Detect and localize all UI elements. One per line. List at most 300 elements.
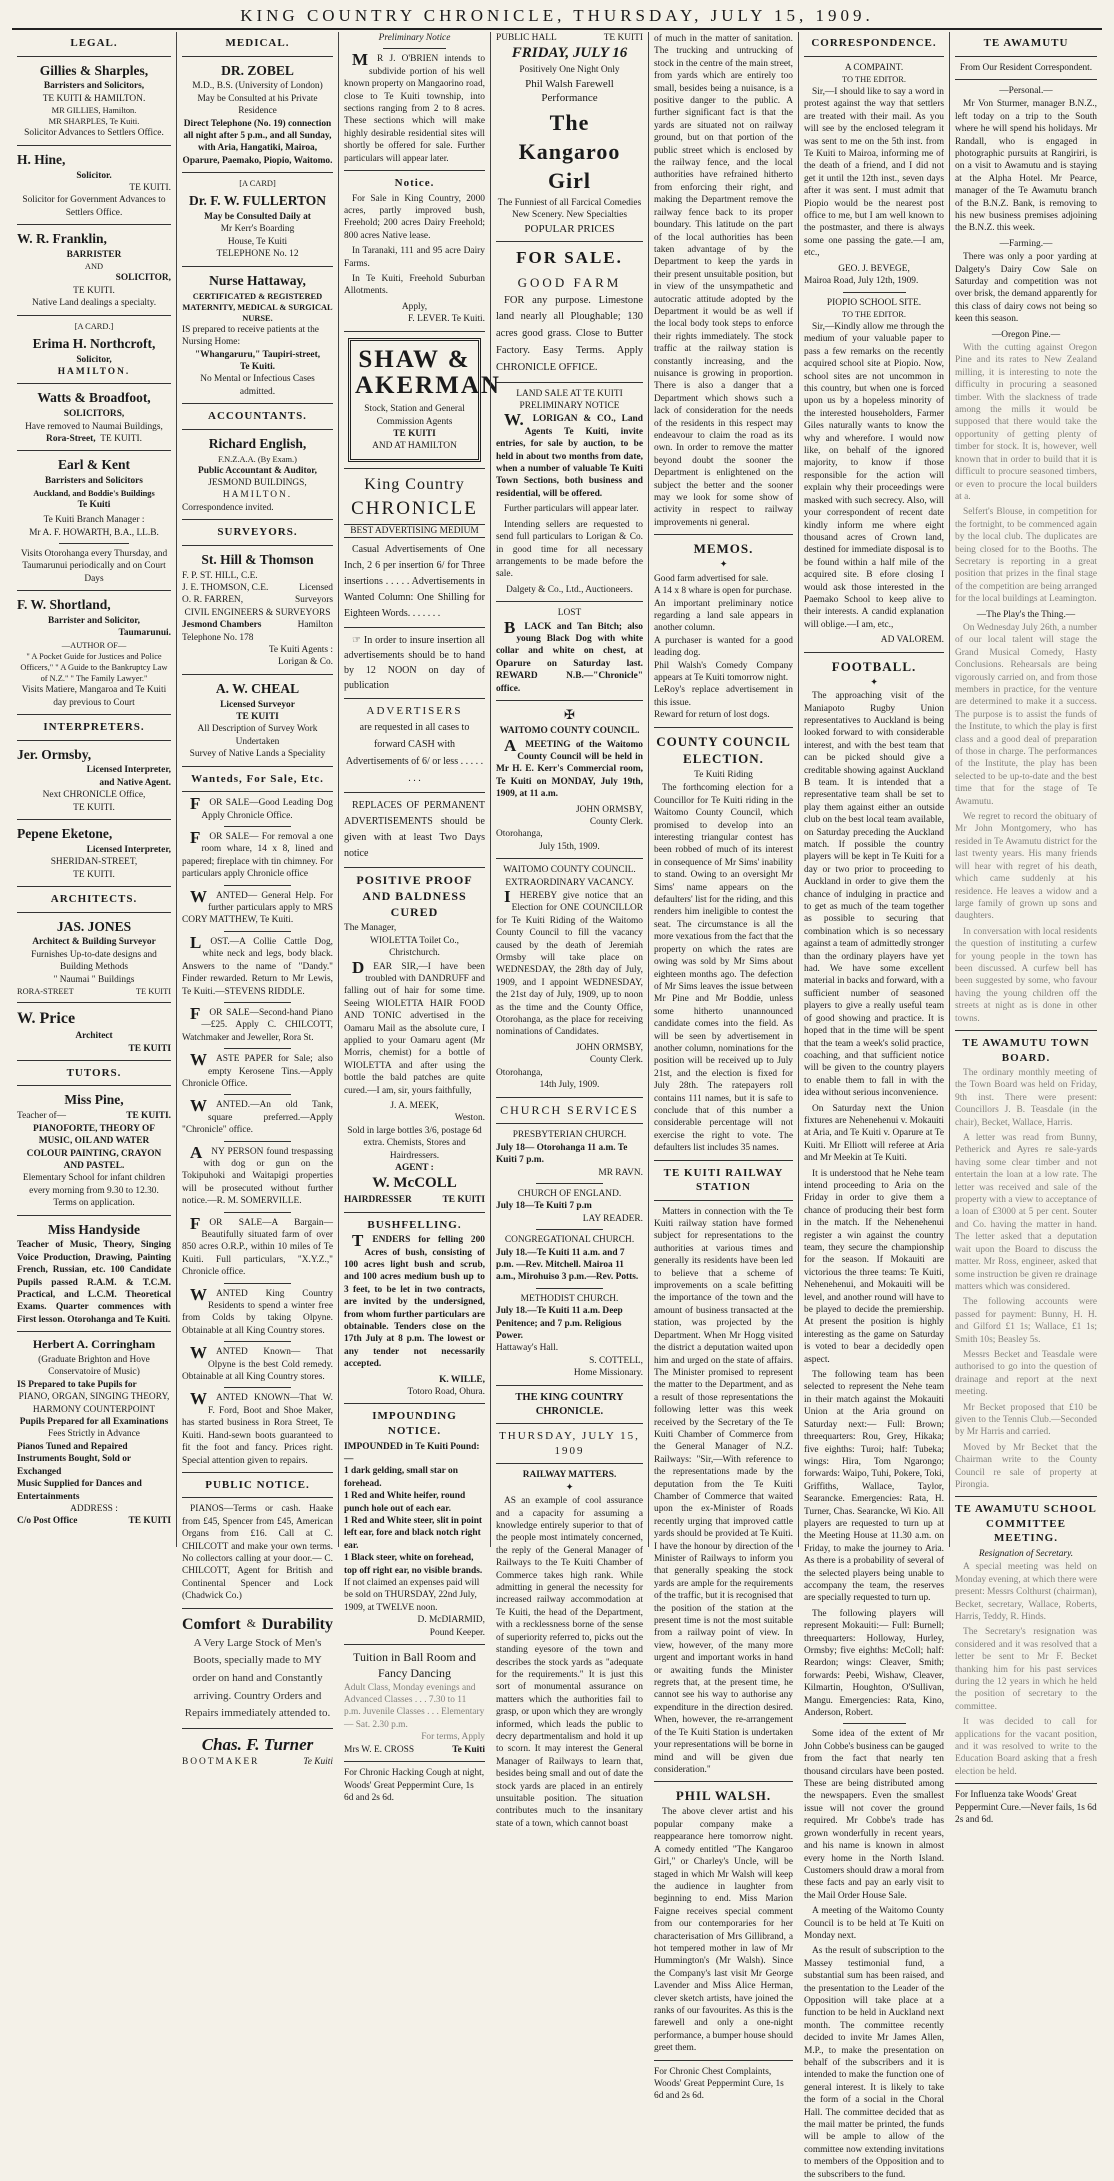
section-heading-interpreters: INTERPRETERS. [43,721,145,734]
ad-chronicle-medium: BEST ADVERTISING MEDIUM [344,524,485,538]
ad-divider [224,885,292,886]
church-heading: CHURCH OF ENGLAND. [517,1188,622,1199]
ad-hine-line: Solicitor for Government Advances to Settlers Office. [22,195,166,218]
column-legal [12,32,176,1547]
awamutu-text: We regret to record the obituary of Mr John Montgomery, who has resided in Te Awamutu district for the last twenty years. His many friends will hear with regret of his death, which came suddenly at his residence. He leaves a widow and a large family of grown up sons and daughters. [955,812,1097,922]
classified-ad: FOR SALE—Good Leading Dog Apply Chronicle Office. [190,794,333,821]
ad-mccoll-name: W. McCOLL [372,1175,457,1192]
ad-franklin-line: SOLICITOR, [115,273,171,284]
ad-divider [224,1212,292,1213]
ad-pine-name: Miss Pine, [64,1092,124,1108]
ad-corringham-line: PIANO, ORGAN, SINGING THEORY, HARMONY COUNTERPOINT [18,1392,170,1415]
letter-heading: PIOPIO SCHOOL SITE. [826,297,922,308]
section-heading-wanted: Wanteds, For Sale, Etc. [191,772,324,785]
ad-landsale-text: Further particulars will appear later. [504,504,639,515]
ad-cheal-line: Survey of Native Lands a Speciality [189,749,326,760]
ad-northcroft-name: Erima H. Northcroft, [32,335,156,351]
ad-shortland-line: " A Pocket Guide for Justices and Police Officers," " A Guide to the Bankruptcy Law of N.Z." " The Family Lawyer." [20,651,168,684]
masthead: KING COUNTRY CHRONICLE, THURSDAY, JULY 15, 1909. [12,4,1102,30]
ad-zobel-line: M.D., B.S. (University of London) [192,81,323,92]
ad-gillies-line: MR SHARPLES, Te Kuiti. [48,117,140,127]
awamutu-subheading: —Farming.— [999,238,1053,249]
ad-hall-line: New Scenery. New Specialties [512,210,627,221]
ad-impounding-items: 1 dark gelding, small star on forehead. 1 Red and White heifer, round punch hole out of each ear. 1 Red and White steer, slit in point left ear, fore and black notch right ear. 1 Black steer, white on forehead, top off right ear, no visible brands. [344,1466,483,1576]
ad-pine-line: TE KUITI. [126,1111,171,1122]
ad-landsale-signed: Dalgety & Co., Ltd., Auctioneers. [506,584,633,595]
ad-hall-date: FRIDAY, JULY 16 [511,45,628,62]
ad-cheal-name: A. W. CHEAL [215,680,300,696]
article-football-text: The following team has been selected to represent the Nehe team in their match against the Mokauiti Union at the Aria ground on Saturday next:— Full: Brown; threequarters: Rou, Grey, Hikaka; five eighths: Turoi; half: Tubeka; wings: Hira, Tom Ngarongo; forwards: Waipo, Tuhi, Pokere, Toki, Griffiths, Wallace, Taylor, Searancke. Emergencies: Rata, H. Turner, Chas. Searancke, Wi Kio. All players are requested to turn up at the Meeting House at 11.30 a.m. on Friday, to make the journey to Aria. As there is a probability of several of the selected players being unable to accompany the team, the reserves are specially requested to turn up. [804,1370,944,1604]
awamutu-text: Mr Von Sturmer, manager B.N.Z., left today on a trip to the South where he will spend his holidays. Mr Randall, who is engaged in photographic pursuits at Rangiriri, is on a visit to Awamutu and is staying at the Alpha Hotel. Mr Pearce, manager of the Te Awamutu branch of the B.N.Z. Bank, is removing to his new business premises adjoining the B.N.Z. this week. [955,99,1097,234]
notice-waitomo-date: July 15th, 1909. [539,841,600,852]
awamutu-board-text: Messrs Becket and Teasdale were authorised to go into the question of drainage and report at the next meeting. [955,1349,1097,1398]
ad-handyside-line: Teacher of Music, Theory, Singing Voice Production, Drawing, Painting French, Russian, etc. 100 Candidate Pupils passed R.A.M. & T.C.M. Practical, and L.C.M. Theoretical Exams. Quarter commences with First lesson. Otorohanga and Te Kuiti. [17,1240,171,1325]
ad-ormsby-line: TE KUITI. [73,802,115,813]
ad-corringham-line: TE KUITI [128,1516,171,1527]
ad-divider [224,1141,292,1142]
church-text: July 18.—Te Kuiti 11 a.m. Deep Penitence; and 7 p.m. Religious Power. [496,1306,623,1342]
ad-zobel-line: May be Consulted at his Private Residence [197,93,318,117]
ad-fullerton-line: House, Te Kuiti [227,236,288,247]
awamutu-board-text: A letter was read from Bunny, Petherick and Ayres re sale-yards having some clear timber and not entertain the loan at a low rate. The letter was received and sale of the property with a view to acceptance of a loan of £3000 at 5 per cent. Souter and Co. having the matter in hand. The letter asked that a deputation wait upon the Board to discuss the matter. Mr Ross, engineer, asked that some instruction be given re drainage matters which was considered. [955,1133,1097,1292]
ad-sthill-line: Lorigan & Co. [278,657,333,668]
letter-signed: AD VALOREM. [880,635,944,646]
ad-hattaway-line: No Mental or Infectious Cases admitted. [200,374,315,397]
editorial-date: THURSDAY, JULY 15, 1909 [499,1430,640,1457]
section-heading-architects: ARCHITECTS. [50,893,138,905]
notice-waitomo-text: AMEETING of the Waitomo County Council will be held in Mr H. E. Kerr's Commercial room, Te Kuiti on MONDAY, July 19th, 1909, at 11 a.m. [496,735,643,800]
ad-cough-cure: For Chronic Hacking Cough at night, Woods' Great Peppermint Cure, 1s 6d and 2s 6d. [344,1768,485,1803]
awamutu-text: There was only a poor yarding at Dalgety's Dairy Cow Sale on Saturday and competition was not over brisk, the demand apparently for this class of dairy cows not being so keen this season. [955,252,1097,325]
ad-cheal-line: Undertaken [235,736,280,747]
ad-franklin-line: BARRISTER [66,249,122,260]
ad-goodfarm-heading: GOOD FARM [517,274,622,290]
ad-violetta-line: The Manager, [344,923,397,934]
ad-watts-line: Have removed to Naumai Buildings, [25,421,163,432]
ad-zobel-line: Direct Telephone (No. 19) connection all night after 5 p.m., and all Sunday, with Aria, Hangatiki, Mairoa, Oparure, Paemako, Piopio, Waitomo. [182,118,333,166]
ad-divider [224,1002,292,1003]
ad-shaw-line: AND AT HAMILTON [372,441,457,452]
ad-earl-line: Te Kuiti [77,499,111,510]
ad-hattaway-line: IS prepared to receive patients at the Nursing Home: [182,324,319,348]
ad-advertisers-text: are requested in all cases to forward CASH with Advertisements of 6/ or less . . . . . . . . [345,721,484,784]
ad-notice-heading: Notice. [394,177,435,190]
article-meeting-text: A meeting of the Waitomo County Council is to be held at Te Kuiti on Monday next. [804,1906,944,1941]
ad-bushfelling-signed: Totoro Road, Ohura. [407,1387,485,1398]
ad-violetta-line: J. A. MEEK, [390,1101,439,1112]
ad-watts-line: SOLICITORS, [63,409,125,420]
awamutu-board-text: The ordinary monthly meeting of the Town Board was held on Friday, 9th inst. There were present: Councillors J. B. Teasdale (in the chair), Becket, Wallace, Harris. [955,1068,1097,1128]
ad-earl-line: Mr A. F. HOWARTH, B.A., LL.B. [29,527,159,538]
ad-obrien-text: MR J. O'BRIEN intends to subdivide portion of his well known property on Mangaorino road, close to Te Kuiti township, into sections ranging from 2 to 8 acres. These sections which will make highly desirable residential sites will shortly be offered for sale. Further particulars will appear later. [344,50,485,164]
ad-hattaway-line: CERTIFICATED & REGISTERED MATERNITY, MEDICAL & SURGICAL NURSE. [182,291,333,323]
ad-corringham-line: Pupils Prepared for all Examinations [19,1417,169,1428]
ad-kangaroo-title: The Kangaroo Girl [518,109,621,193]
ad-impounding-heading: IMPOUNDING NOTICE. [372,1410,457,1437]
ad-divider [224,1048,292,1049]
awamutu-school-text: The Secretary's resignation was considered and it was resolved that a letter be sent to Mr F. Becket thanking him for his past services during the 12 years in which he held the position of secretary to the committee. [955,1627,1097,1712]
ad-violetta-line: AGENT : [395,1163,434,1174]
ad-watts-line: TE KUITI. [100,434,142,445]
ad-cheal-line: TE KUITI [236,712,279,723]
ad-pianos: PIANOS—Terms or cash. Haake from £45, Spencer from £45, American Organs from £16. Call at C. CHILCOTT and make your own terms. No collectors calling at your door.— C. CHILCOTT, Agent for British and Continental Spencer and Lock (Chadwick Co.) [182,1504,333,1602]
ad-english-line: Public Accountant & Auditor, [198,465,317,476]
ad-tuition-line: Te Kuiti [452,1744,485,1755]
ad-violetta-line: Sold in large bottles 3/6, postage 6d extra. Chemists, Stores and Hairdressers. [347,1125,482,1161]
ad-sthill-line: Telephone No. 178 [182,632,254,643]
ad-sthill-line: Hamilton [297,620,333,631]
crest-icon: ✠ [564,706,575,722]
ad-tuition-text: Adult Class, Monday evenings and Advanced Classes . . . 7.30 to 11 p.m. Juvenile Classes . . . Elementary — Sat. 2.30 p.m. [344,1682,485,1730]
ad-landsale-text: W.LORIGAN & CO., Land Agents Te Kuiti, invite entries, for sale by auction, to be held in about two months from date, when a number of valuable Te Kuiti Town Sections, both business and residential, will be offered. [496,410,643,499]
ad-gillies-line: MR GILLIES, Hamilton. [51,106,137,116]
ad-prelim-heading: Preliminary Notice [378,33,451,43]
letter-addressee: TO THE EDITOR. [842,309,906,319]
ad-tuition-heading: Tuition in Ball Room and Fancy Dancing [353,1650,476,1680]
notice-vacancy-text: IHEREBY give notice that an Election for ONE COUNCILLOR for Te Kuiti Riding of the Waitomo County Council to fill the vacancy caused by the death of Jeremiah Ormsby will take place on WEDNESDAY, the 28th day of July, 1909, and I appoint WEDNESDAY, the 21st day of July, 1909, up to noon as the time and the County Office, Otorohanga, as the place for receiving nominations of Candidates. [496,887,643,1038]
ad-shaw-title: SHAW & [358,345,471,373]
church-signed: S. COTTELL, [589,1355,643,1366]
ad-sthill-line: CIVIL ENGINEERS & SURVEYORS [184,607,331,618]
ad-sthill-name: St. Hill & Thomson [201,551,314,567]
awamutu-byline: From Our Resident Correspondent. [959,62,1093,73]
ad-card-label: [A CARD.] [74,321,114,331]
church-text: Hattaway's Hall. [496,1343,559,1354]
ad-turner-text: A Very Large Stock of Men's Boots, specially made to MY order on hand and Constantly arriving. Country Orders and Repairs immediately attended to. [184,1636,331,1720]
notice-vacancy-place: Otorohanga, [496,1067,543,1078]
ad-ormsby-name: Jer. Ormsby, [17,746,92,762]
ad-fullerton-line: Mr Kerr's Boarding [220,224,295,235]
ad-shaw-line: TE KUITI [393,428,436,439]
ad-tuition-line: For terms, Apply [421,1732,485,1743]
ad-sthill-line: J. E. THOMSON, C.E. [182,583,269,594]
ad-earl-line: Auckland, and Boddie's Buildings [33,488,155,498]
notice-waitomo-heading: WAITOMO COUNTY COUNCIL. [499,726,640,737]
church-heading: CONGREGATIONAL CHURCH. [504,1235,635,1246]
letter-text: Sir,—Kindly allow me through the medium of your valuable paper to pass a few remarks on the recently acquired school site at Piopio. Now, school sites are not uncommon in this country, but when one is forced upon us by a hopeless minority of the interested householders, Farmer Giles naturally wants to know the why and wherefore. I would now like, on behalf of the ignored majority, to know if those responsible for the action will explain why their proceedings were masked with such secrecy. Also, will your correspondent of recent date kindly inform me where eight thousand acres of Crown land, destined for immediate disposal is to be found within a half mile of the acquired site. B efore closing I would ask those interested in the Paemako School to keep alive to their interests. A candid explanation will oblige.—I am, etc., [804,322,944,630]
columns [12,32,1102,2180]
ad-sthill-line: Surveyors [294,595,333,606]
classified-ad: WANTED Known— That Olpyne is the best Cold remedy. Obtainable at all King Country stores. [182,1343,333,1383]
awamutu-text: With the cutting against Oregon Pine and its rates to New Zealand milling, it is interesting to note the difficulty in procuring a seasoned timber. With the slackness of trade among the mills it would be supposed that there would take the opportunity of getting plenty of timber for stock. It is, however, well known that in order to build that it is difficult to procure seasoned timbers, or even to procure the local builders at a. [955,343,1097,502]
ad-handyside-name: Miss Handyside [48,1221,140,1237]
ad-franklin-name: W. R. Franklin, [17,231,107,247]
classified-ad: ANY PERSON found trespassing with dog or gun on the Tokipuhoki and Waitapigi properties will be prosecuted without further notice.—R. M. SOMERVILLE. [182,1142,333,1207]
article-cobbe-text: Some idea of the extent of Mr John Cobbe's business can be gauged from the fact that nearly ten thousand circulars have been posted. These are being distributed among the newspapers. Even the smallest issue will not cover the ground required. Mr Cobbe's trade has grown wonderfully in recent years, and his name is known in almost every home in the North Island. Customers should draw a moral from these facts and pay an early visit to the Mail Order House Sale. [804,1729,944,1901]
ad-cheal-line: Licensed Surveyor [220,699,295,710]
editorial-masthead: THE KING COUNTRY CHRONICLE. [515,1391,624,1417]
ad-pine-line: Elementary School for infant children every morning from 9.30 to 12.30. [22,1173,166,1196]
notice-vacancy-heading: EXTRAORDINARY VACANCY. [505,877,634,888]
classified-ad: WANTED KNOWN—That W. F. Ford, Boot and Shoe Maker, has started business in Rora Street, Te Kuiti. Hand-sewn boots guaranteed to fit the foot and fancy. Prices right. Special attention given to repairs. [182,1389,333,1466]
article-station-heading: TE KUITI RAILWAY STATION [663,1166,784,1194]
classified-ad: FOR SALE— For removal a one room whare, 14 x 8, lined and papered; fireplace with tin chimney. For particulars apply Chronicle office [182,828,333,880]
ad-watts-line: Rora-Street, [46,434,96,445]
awamutu-school-text: A special meeting was held on Monday evening, at which there were present: Messrs Colthurst (chairman), Becket, secretary, Wallace, Roberts, Harris, Teddy, R. Hinds. [955,1562,1097,1622]
ad-shortland-line: Barrister and Solicitor, [48,616,140,627]
ad-corringham-line: Music Supplied for Dances and Entertainments [17,1479,142,1502]
ad-gillies-name: Gillies & Sharples, [39,62,149,78]
article-county-subheading: Te Kuiti Riding [694,770,753,780]
ad-franklin-line: TE KUITI. [73,285,115,296]
column-correspondence [798,32,949,2180]
awamutu-subheading: —Personal.— [999,85,1053,96]
section-heading-medical: MEDICAL. [225,37,290,49]
notice-waitomo-signed: JOHN ORMSBY, [575,804,643,815]
ad-pine-line: Teacher of— [17,1111,67,1122]
ad-ampersand-icon: & [246,1616,256,1631]
classified-ad: WANTED.—An old Tank, square preferred.—Apply "Chronicle" office. [182,1096,333,1136]
ad-sthill-line: Te Kuiti Agents : [268,645,333,656]
awamutu-board-text: Mr Becket proposed that £10 be given to the Tennis Club.—Seconded by Mr Harris and carried. [955,1402,1097,1438]
letter-text: Sir,—I should like to say a word in protest against the way that settlers are treated with their mail. As you will see by the enclosed telegram it was sent to me on the 5th inst. from Te Kuiti to Mairoa, informing me of the death of a friend, and I did not get it until the 12th inst., seven days after it was sent. I must admit that Piopio would be the nearest post office to me, but I am well known to the postmaster, and there is always some one passing the gate.—I am, etc., [804,87,944,259]
ad-northcroft-line: Solicitor, [76,354,112,365]
section-heading-legal: LEGAL. [70,37,118,49]
ad-english-line: JESMOND BUILDINGS, [208,478,307,489]
ad-notice-signed: F. LEVER. Te Kuiti. [407,314,485,325]
article-station-text: Matters in connection with the Te Kuiti railway station have formed subject for representations to the authorities at various times and generally its residents have been led to believe that a scheme of improvements on a scale befitting the importance of the town and the amount of business transacted at the station, was projected by the Department. When Mr Hogg visited the district a deputation waited upon him and urged on the state of affairs. The Minister promised to represent the matter to the Department, and as a result of those representations the following letter was this week received by the Secretary of the Te Kuiti Chamber of Commerce from the General Manager of N.Z. Railways: "Sir,—With reference to the representations made by the deputation from the Te Kuiti Chamber of Commerce that waited upon the ex-Minister of Roads recently urging that improved cattle yards should be provided at Te Kuiti. I have the honour by direction of the Minister of Railways to inform you that generally speaking the stock yards are ample for the requirements of the traffic, but it is recognised that the position of the station at the present time is not the most suitable from a railway point of view. In view, however, of the many more urgent and important works in hand or awaiting funds the Minister regrets that, at the present time, he cannot see his way to authorise any expenditure in the direction desired. When, however, the re-arrangement of the Te Kuiti Station is undertaken your representations will be borne in mind and will be given due consideration." [654,1206,793,1775]
article-football-text: The following players will represent Mokauiti:— Full: Burnell; threequarters: Holloway, Hurley, Ormsby; five eighths: McColl; half: Reardon; wings: Cleaver, Smith; forwards: Peebi, Wishaw, Cleaver, Kilmartin, Houghton, O'Sullivan, Mangu. Emergencies: Rata, Kino, Anderson, Robert. [804,1608,944,1719]
column-te-awamutu [949,32,1102,1826]
ad-eketone-line: SHERIDAN-STREET, [50,857,138,868]
ad-divider [224,1094,292,1095]
ad-mccoll-line: TE KUITI [442,1195,485,1206]
section-heading-tutors: TUTORS. [66,1066,122,1079]
letter-signed: GEO. J. BEVEGE, [838,263,910,274]
ad-watts-name: Watts & Broadfoot, [37,390,151,406]
ad-eketone-line: TE KUITI. [73,869,115,880]
ad-shaw-akerman [348,338,501,462]
classified-ad: FOR SALE—Second-hand Piano—£25. Apply C. CHILCOTT, Watchmaker and Jeweller, Rora St. [182,1003,333,1043]
ad-hall-line: POPULAR PRICES [524,222,615,235]
article-football-text: It is understood that he Nehe team intend proceeding to Aria on the Friday in order to give them a chance of producing their best form in the match. If the Nehenehenui register a win against the country team, they secure the championship for the season. If Mokauiti are victorious the three teams: Te Kuiti, Nehenehenui, and Mokauiti will be level, and another round will have to be played to decide the premiership. At present the position is highly interesting as the game on Saturday is voted to bear a decidedly open aspect. [804,1168,944,1365]
classified-ad: FOR SALE—A Bargain—Beautifully situated farm of over 850 acres O.R.P., within 10 miles of Te Kuiti. Full particulars, "X.Y.Z.," Chronicle office. [182,1213,333,1278]
ad-impounding-signed: Pound Keeper. [429,1627,485,1638]
ad-shortland-name: F. W. Shortland, [17,597,111,613]
awamutu-board-heading: TE AWAMUTU TOWN BOARD. [962,1036,1090,1064]
notice-vacancy-date: 14th July, 1909. [539,1080,600,1091]
ad-advertisers-heading: ADVERTISERS [366,705,463,718]
ad-gillies-line: Solicitor Advances to Settlers Office. [24,128,164,139]
ad-earl-name: Earl & Kent [58,457,130,473]
ad-english-name: Richard English, [208,435,307,451]
ad-lost-text: BLACK and Tan Bitch; also young Black Dog with white collar and white on chest, at Oparure on Saturday last. REWARD N.B.—"Chronicle" office. [496,617,643,694]
ad-english-line: HAMILTON. [222,490,293,501]
classified-ad: WANTED— General Help. For further particulars apply to MRS CORY MATTHEW, Te Kuiti. [182,886,333,926]
ad-chronicle-rates: Casual Advertisements of One Inch, 2 6 per insertion 6/ for Three insertions . . . . . Advertisements in Wanted Column: One Shilling for Eighteen Words. . . . . . . [344,544,485,620]
ad-bushfelling-signed: K. WILLE, [439,1374,485,1385]
ad-sthill-line: O. R. FARREN, [182,595,244,606]
ad-notice-text: For Sale in King Country, 2000 acres, partly improved bush, Freehold; 200 acres Dairy Freehold; 800 acres Native lease. [344,193,485,241]
article-memos-list: Good farm advertised for sale. A 14 x 8 whare is open for purchase. An important preliminary notice regarding a land sale appears in another column. A purchaser is wanted for a good leading dog. Phil Walsh's Comedy Company appears at Te Kuiti tomorrow night. LeRoy's replace advertisement in this issue. Reward for return of lost dogs. [654,573,793,721]
awamutu-text: In conversation with local residents the question of instituting a curfew for young people in the town has been discussed. A curfew bell has been suggested by some, who favour having the young children off the streets at night as is done in other towns. [955,926,1097,1024]
column-entertainment [490,32,648,1829]
letter-place: Mairoa Road, July 12th, 1909. [804,276,919,287]
section-heading-public-notice: PUBLIC NOTICE. [205,1478,310,1491]
article-walsh-heading: PHIL WALSH. [675,1788,772,1804]
ad-hall-line: Phil Walsh Farewell Performance [525,77,614,105]
ad-english-line: F.N.Z.A.A. (By Exam.) [218,454,297,464]
ad-tuition-line: Mrs W. E. CROSS [344,1744,415,1755]
ad-impounding-signed: D. McDIARMID, [417,1615,485,1626]
ad-durability-heading: Durability [261,1615,333,1633]
ad-lost-heading: LOST [557,608,582,619]
ad-turner-name: Chas. F. Turner [201,1734,314,1754]
church-text: July 18—Te Kuiti 7 p.m [496,1201,592,1212]
awamutu-subheading: —Oregon Pine.— [991,329,1061,340]
ad-bushfelling-text: TENDERS for felling 200 Acres of bush, consisting of 100 acres light bush and scrub, and 100 acres medium bush up to 3 feet, to be let in two contracts, are invited by the undersigned, from whom further particulars are obtainable. Tenders close on the 17th July at 8 p.m. The lowest or any tender not necessarily accepted. [344,1231,485,1370]
notice-vacancy-signed: County Clerk. [589,1055,643,1066]
awamutu-school-text: It was decided to call for applications for the vacant position, and it was resolved to write to the Education Board asking that a fresh election be held. [955,1717,1097,1777]
classified-ad: WASTE PAPER for Sale; also empty Kerosene Tins.—Apply Chronicle Office. [182,1050,333,1089]
ad-corringham-name: Herbert A. Corringham [32,1337,156,1352]
ad-ormsby-line: and Native Agent. [99,777,171,788]
article-football-text: The approaching visit of the Maniapoto Rugby Union representatives to Auckland is being looked forward to with considerable interest, and with the best team that can be picked should give a creditable showing against Auckland B team. It is intended that a representative team shall be set to play them against either an outside club on the best local team available, on Saturday preceding the Auckland match. If possible the country players will be kept in Te Kuiti for a day or two prior to proceeding to Auckland in order to give them the chance of indulging in practice and to get as much of the team together as possible to securing that combination which is so necessary against a team of admittedly stronger than the ordinary players have yet had. We have some excellent material in backs and forward, with a sufficient number of seasoned players to give a really useful team of good showing and practice. It is hoped that in the time will be spent that the team a week's solid practice, coaching, and that sufficient notice will be given to the country players to enable them to fall in with the idea without serious inconvenience. [804,691,944,1099]
ad-fullerton-name: Dr. F. W. FULLERTON [188,193,327,209]
ad-jones-line: TE KUITI [135,986,171,996]
ad-hine-name: H. Hine, [17,151,66,167]
ad-sthill-line: Licensed [299,583,333,594]
ad-corringham-line: C/o Post Office [17,1516,78,1527]
section-heading-surveyors: SURVEYORS. [217,526,298,539]
ad-sthill-line: Jesmond Chambers [182,620,262,631]
ad-violetta-line: Christchurch. [389,948,440,959]
article-walsh-text: The above clever artist and his popular company make a reappearance here tomorrow night. A comedy entitled "The Kangaroo Girl," or Charley's Uncle, will be staged in which Mr Walsh will keep the audience in laughter from beginning to end. Miss Marion Faigne receives special comment from our contemporaries for her characterisation of Mrs Gillibrand, a hot tempered mother in law of Mr Hummington's (Mr Walsh). Since the Company's last visit Mr George Lavender and Miss Alice Herman, clever sketch artists, have joined the ranks of our favourites. As this is the farewell and only a one-night performance, a bumper house should greet them. [654,1807,793,2054]
ad-violetta-line: WIOLETTA Toilet Co., [369,935,460,946]
ad-influenza-cure: For Influenza take Woods' Great Peppermint Cure.—Never fails, 1s 6d 2s and 6d. [955,1790,1097,1826]
classified-ads-list [182,794,333,1467]
church-signed: Home Missionary. [573,1368,643,1379]
awamutu-text: On Wednesday July 26th, a number of our local talent will stage the Grand Musical Comedy, Hasty Conclusions. Rehearsals are being vigorously carried on, and from those members in practice, for the venture are determined to make it a success. The purpose is to assist the funds of the Institute, to which the play is first class and a good deal of preparation of those in charge. The performances of the Institute, the play has been selected to be up-to-date and the best time that for the stage of Te Awamutu. [955,622,1097,807]
ad-violetta-line: Weston. [454,1113,485,1124]
ad-pine-line: Terms on application. [53,1198,135,1209]
divider-icon: ✦ [870,677,878,688]
ad-hall-line: PUBLIC HALL [496,33,557,43]
ad-hattaway-line: "Whangaruru," Taupiri-street, [194,349,321,360]
ad-forsale-heading: FOR SALE. [516,248,623,268]
ad-earl-line: Barristers and Solicitors [45,476,143,487]
awamutu-school-heading: TE AWAMUTU SCHOOL COMMITTEE MEETING. [955,1503,1097,1545]
ad-chest-cure: For Chronic Chest Complaints, Woods' Great Peppermint Cure, 1s 6d and 2s 6d. [654,2066,784,2102]
awamutu-subheading: —The Play's the Thing.— [976,609,1076,620]
ad-chronicle-title: CHRONICLE [351,497,478,519]
awamutu-heading: TE AWAMUTU [983,37,1069,49]
church-text: July 18.—Te Kuiti 11 a.m. and 7 p.m. —Rev. Mitchell. Mairoa 11 a.m., Mirohuiso 3 p.m.—Rev. Potts. [496,1247,639,1283]
ad-jones-line: " Naumai " Buildings [53,974,135,985]
ad-zobel-name: DR. ZOBEL [221,62,294,78]
ad-goodfarm-text: FOR any purpose. Limestone land nearly all Ploughable; 130 acres good grass. Close to Butter Factory. Easy Terms. Apply CHRONICLE OFFICE. [496,294,643,373]
church-heading: METHODIST CHURCH. [520,1293,619,1304]
ad-shortland-line: Taumarunui. [118,628,171,639]
church-text: July 18— Otorohanga 11 a.m. Te Kuiti 7 p.m. [496,1142,628,1166]
ad-shaw-line: Stock, Station and General Commission Agents [364,404,465,427]
divider-icon: ✦ [565,1482,574,1493]
ad-violetta-heading: POSITIVE PROOF AND BALDNESS CURED [356,872,473,919]
ad-divider [224,1341,292,1342]
ad-card-label: [A CARD] [239,179,276,189]
ad-corringham-line: (Graduate Brighton and Hove Conservatoire of Music) [38,1355,150,1378]
ad-replaces-text: REPLACES OF PERMANENT ADVERTISEMENTS should be given with at least Two Days notice [344,799,485,859]
church-heading: PRESBYTERIAN CHURCH. [512,1130,627,1141]
column-notices [338,32,501,1803]
ad-divider [224,1283,292,1284]
ad-price-line: TE KUITI [128,1043,171,1054]
ad-price-name: W. Price [17,1010,76,1028]
ad-jones-line: Furnishes Up-to-date designs and Building Methods [31,949,157,973]
ad-bushfelling-heading: BUSHFELLING. [367,1218,462,1231]
ad-price-line: Architect [75,1031,113,1042]
letter-heading: A COMPAINT. [844,62,904,73]
classified-ad: WANTED King Country Residents to spend a winter free from Colds by taking Olpyne. Obtainable at all King Country stores. [182,1284,333,1336]
ad-jones-line: Architect & Building Surveyor [32,937,156,948]
ad-hall-line: TE KUITI [603,33,643,43]
article-railway-continued: of much in the matter of sanitation. The trucking and untrucking of stock in the centre of the main street, from yards which are entirely too small, besides being a nuisance, is a positive danger to the public. A further significant fact is that the yards are situated not on railway ground, but on that portion of the public street which is enclosed by the railway fence, and the local authorities have refrained hitherto from enforcing their right, and making the Department remove the railway fence back to its proper boundary. This latitude on the part of the local authorities has been taken advantage of by the Department to keep the yards in their present unsuitable position, but in view of the unsympathetic and autocratic attitude adopted by the Department it would be as well if the local body took steps to enforce their rights immediately. The stock traffic at the railway station is constantly increasing, and the nuisance is growing in proportion. There is also a danger that a Department which shows such a lack of consideration for the needs of the residents in this respect may endeavour to claim the road as its own. In order to remove the matter beyond doubt the sooner the Department is enlightened on the subject the better and the sooner may we look for some show of activity in respect to railway improvements ni general. [654,34,793,528]
awamutu-text: Selfert's Blouse, in competition for the fortnight, to be commenced again by the local club. The duplicates are being closed for to the Booths. The Secretary is reporting in a great position that prizes in the final stage of the competition are being arranged for the local buildings at Leamington. [955,507,1097,605]
letter-addressee: TO THE EDITOR. [842,74,906,84]
ad-turner-line: BOOTMAKER [182,1757,260,1768]
article-county-text: The forthcoming election for a Councillor for Te Kuiti riding in the Waitomo County Council, which promised to develop into an interesting triangular contest has been robbed of much of its interest in consequence of Mr Sims' inability to stand. Owing to an oversight Mr Sims' name appears on the defaulters' list for the riding, and this renders him ineligible to contest the seat. The circumstance is all the more vexatious from the fact that the property on which the rates are owing was sold by Mr Sims about eighteen months ago. The defection of Mr Sims leaves the issue between Mr Pine and Mr Boddie, unless some hitherto unannounced candidate comes into the field. As will be seen by advertisement in another column, nominations for the position will be received up to July 21st, and the election is fixed for July 28th. The ratepayers roll contains 111 names, but it is safe to conclude that of this number a considerable percentage will not exercise the right to vote. The defaulters list includes 35 names. [654,783,793,1154]
ad-hine-line: TE KUITI. [129,182,171,193]
ad-comfort-heading: Comfort [182,1615,241,1633]
ad-english-line: Correspondence invited. [182,502,274,513]
ad-impounding-line: IMPOUNDED in Te Kuiti Pound:— [344,1441,480,1464]
ad-fullerton-line: TELEPHONE No. 12 [216,249,299,260]
awamutu-school-subheading: Resignation of Secretary. [978,1548,1074,1559]
ad-hine-line: Solicitor. [76,170,112,181]
article-memos-heading: MEMOS. [693,541,754,557]
article-football-heading: FOOTBALL. [831,658,917,674]
ad-hattaway-line: Te Kuiti. [239,362,276,373]
ad-franklin-line: AND [84,262,104,272]
classified-ad: LOST.—A Collie Cattle Dog, white neck and legs, body black. Answers to the name of "Dandy." Finder rewarded. Return to Mr Lewis, Te Kuiti.—STEVENS RIDDLE. [182,932,333,997]
ad-eketone-name: Pepene Eketone, [17,825,113,841]
church-signed: LAY READER. [582,1213,643,1224]
ad-hall-line: Positively One Night Only [519,65,620,76]
ad-divider [224,826,292,827]
notice-vacancy-heading: WAITOMO COUNTY COUNCIL. [503,865,636,876]
ad-fullerton-line: May be Consulted Daily at [204,212,311,223]
ad-cheal-line: All Description of Survey Work [197,724,318,735]
ad-hall-line: The Funniest of all Farcical Comedies [497,197,642,208]
ad-sthill-line: F. P. ST. HILL, C.E. [182,570,258,581]
ad-corringham-line: Fees Strictly in Advance [48,1429,140,1440]
ad-earl-line: Visits Otorohanga every Thursday, and Taumarunui periodically and on Court Days [20,548,168,584]
article-football-text: On Saturday next the Union fixtures are Nehenehenui v. Mokauiti at Aria, and Te Kuiti v. Oparure at Te Kuiti. Mr Elliott will referee at Aria and Mr Meekin at Te Kuiti. [804,1103,944,1164]
ad-chronicle-title: King Country [364,475,465,493]
ad-landsale-text: Intending sellers are requested to send full particulars to Lorigan & Co. in good time for all necessary arrangements to be made before the sale. [496,519,643,580]
ad-jones-name: JAS. JONES [56,918,132,934]
ad-pine-line: PIANOFORTE, THEORY OF MUSIC, OIL AND WATER COLOUR PAINTING, CRAYON AND PASTEL. [26,1123,162,1171]
ad-landsale-heading: LAND SALE AT TE KUITI [516,388,623,399]
awamutu-board-text: Moved by Mr Becket that the Chairman write to the County Council re sale of property at Pirongia. [955,1442,1097,1491]
article-railway-heading: RAILWAY MATTERS. [522,1470,617,1481]
ad-shaw-title: AKERMAN [355,371,501,399]
ad-chronicle-deadline: ☞ In order to insure insertion all advertisements should be to hand by 12 NOON on day of publication [344,635,485,692]
ad-gillies-line: TE KUITI & HAMILTON. [42,93,146,104]
ad-jones-line: RORA-STREET [17,986,74,996]
ad-ormsby-line: Next CHRONICLE Office, [42,790,146,801]
ad-turner-line: Te Kuiti [303,1757,333,1768]
ad-gillies-line: Barristers and Solicitors, [43,81,145,92]
article-railway-text: AS an example of cool assurance and a capacity for assuming a knowledge entirely superior to that of the people most intimately concerned, the reply of the General Manager of Railways to the Te Kuiti Chamber of Commerce takes high rank. While admitting in general the necessity for increased railway accommodation at Te Kuiti, the head of the Department, with a recklessness borne of the sense of superiority referred to, picks out the standing eyesore of the town and describes the stock yards as "adequate for the requirements." It is just this sort of monumental assurance on matters which the authorities fail to grasp, or upon which they are wrongly informed, which leads the public to decry departmentalism and hold it up to scorn. It may interest the General Manager of Railways to learn that, besides being small and out of date the stock yards are placed in an entirely unsuitable position. The situation contributes much to the insanitary state of a town, which cannot boast [496,1496,643,1829]
ad-earl-line: Te Kuiti Branch Manager : [43,515,145,526]
article-county-heading: COUNTY COUNCIL ELECTION. [656,733,791,766]
ad-corringham-line: IS Prepared to take Pupils for [17,1379,137,1390]
ad-notice-text: In Te Kuiti, Freehold Suburban Allotments. [344,274,485,297]
ad-corringham-line: Pianos Tuned and Repaired Instruments Bought, Sold or Exchanged [17,1441,131,1477]
ad-impounding-line: If not claimed an expenses paid will be sold on THURSDAY, 22nd July, 1909, at TWELVE noon. [344,1577,480,1613]
awamutu-board-text: The following accounts were passed for payment: Bunny, H. H. and Gilford £1 1s; Wallace, £1 1s; Smith 10s; Beasley 5s. [955,1297,1097,1345]
